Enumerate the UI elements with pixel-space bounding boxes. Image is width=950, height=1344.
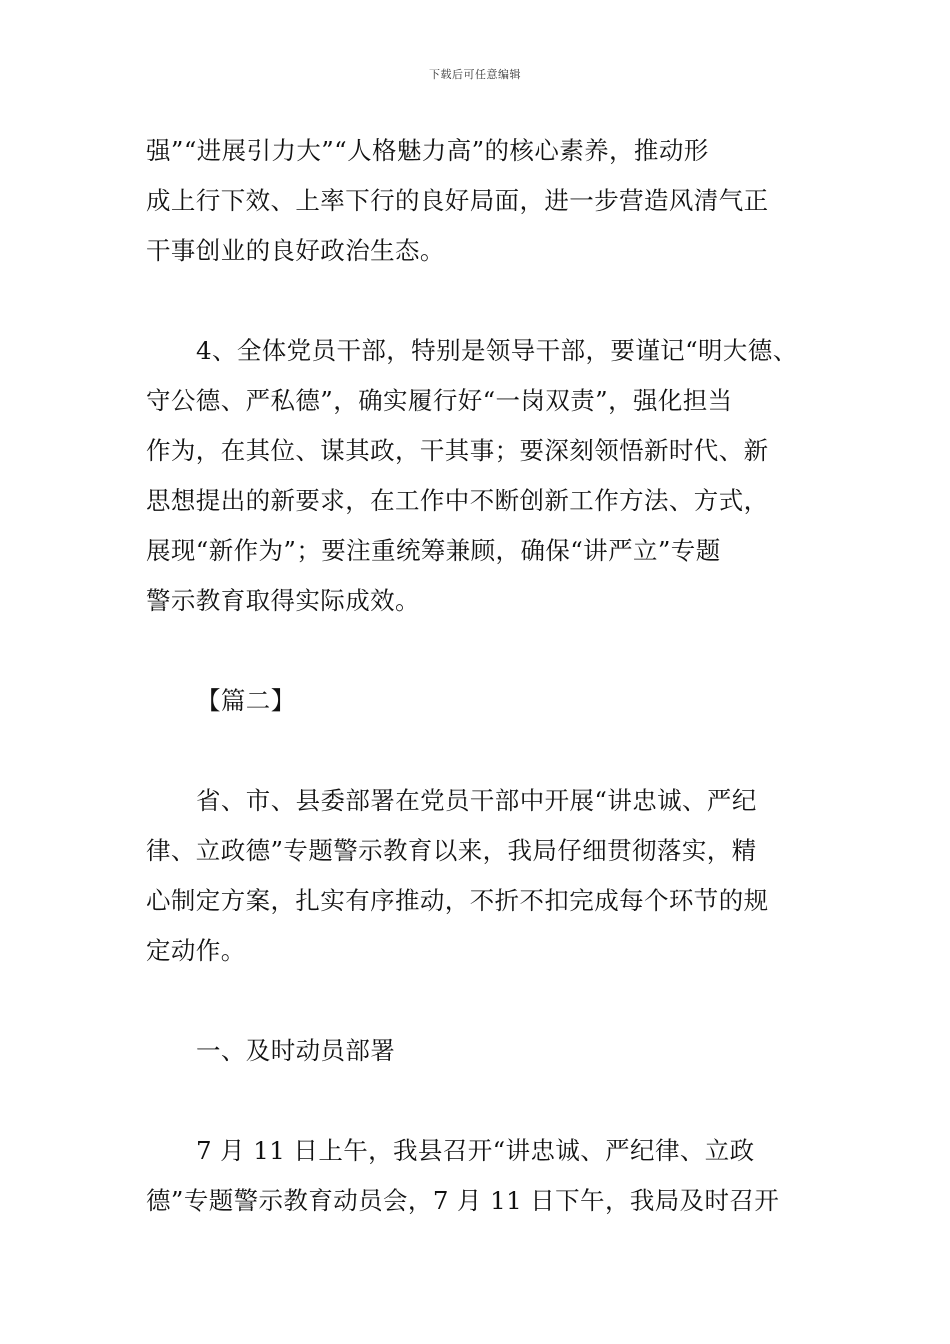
- paragraph-gap: [146, 626, 810, 676]
- text-line: 展现“新作为”；要注重统筹兼顾，确保“讲严立”专题: [146, 536, 721, 565]
- paragraph-mobilization: [146, 1126, 810, 1226]
- paragraph-item-4: [146, 326, 810, 626]
- text-line: 律、立政德”专题警示教育以来，我局仔细贯彻落实，精: [146, 836, 757, 865]
- text-line: 干事创业的良好政治生态。: [146, 236, 445, 265]
- text-line: 守公德、严私德”，确实履行好“一岗双责”，强化担当: [146, 386, 733, 415]
- paragraph-gap: [146, 1076, 810, 1126]
- paragraph-continuation: [146, 126, 810, 276]
- header-note: 下载后可任意编辑: [429, 68, 521, 81]
- text-line: 4、全体党员干部，特别是领导干部，要谨记“明大德、: [196, 336, 798, 365]
- text-line: 心制定方案，扎实有序推动，不折不扣完成每个环节的规: [146, 886, 769, 915]
- text-line: 成上行下效、上率下行的良好局面，进一步营造风清气正: [146, 186, 769, 215]
- section-heading: [146, 676, 810, 726]
- text-line: 强”“进展引力大”“人格魅力高”的核心素养，推动形: [146, 136, 709, 165]
- text-line: 省、市、县委部署在党员干部中开展“讲忠诚、严纪: [196, 786, 757, 815]
- subheading: [146, 1026, 810, 1076]
- paragraph-gap: [146, 726, 810, 776]
- paragraph-intro: [146, 776, 810, 976]
- document-body: [146, 126, 810, 1226]
- text-line: 思想提出的新要求，在工作中不断创新工作方法、方式，: [146, 486, 769, 515]
- paragraph-gap: [146, 976, 810, 1026]
- heading-text: 【篇二】: [196, 686, 296, 715]
- text-line: 7 月 11 日上午，我县召开“讲忠诚、严纪律、立政: [196, 1136, 755, 1165]
- paragraph-gap: [146, 276, 810, 326]
- text-line: 德”专题警示教育动员会，7 月 11 日下午，我局及时召开: [146, 1186, 780, 1215]
- text-line: 警示教育取得实际成效。: [146, 586, 420, 615]
- subheading-text: 一、及时动员部署: [196, 1036, 396, 1065]
- text-line: 作为，在其位、谋其政，干其事；要深刻领悟新时代、新: [146, 436, 769, 465]
- text-line: 定动作。: [146, 936, 246, 965]
